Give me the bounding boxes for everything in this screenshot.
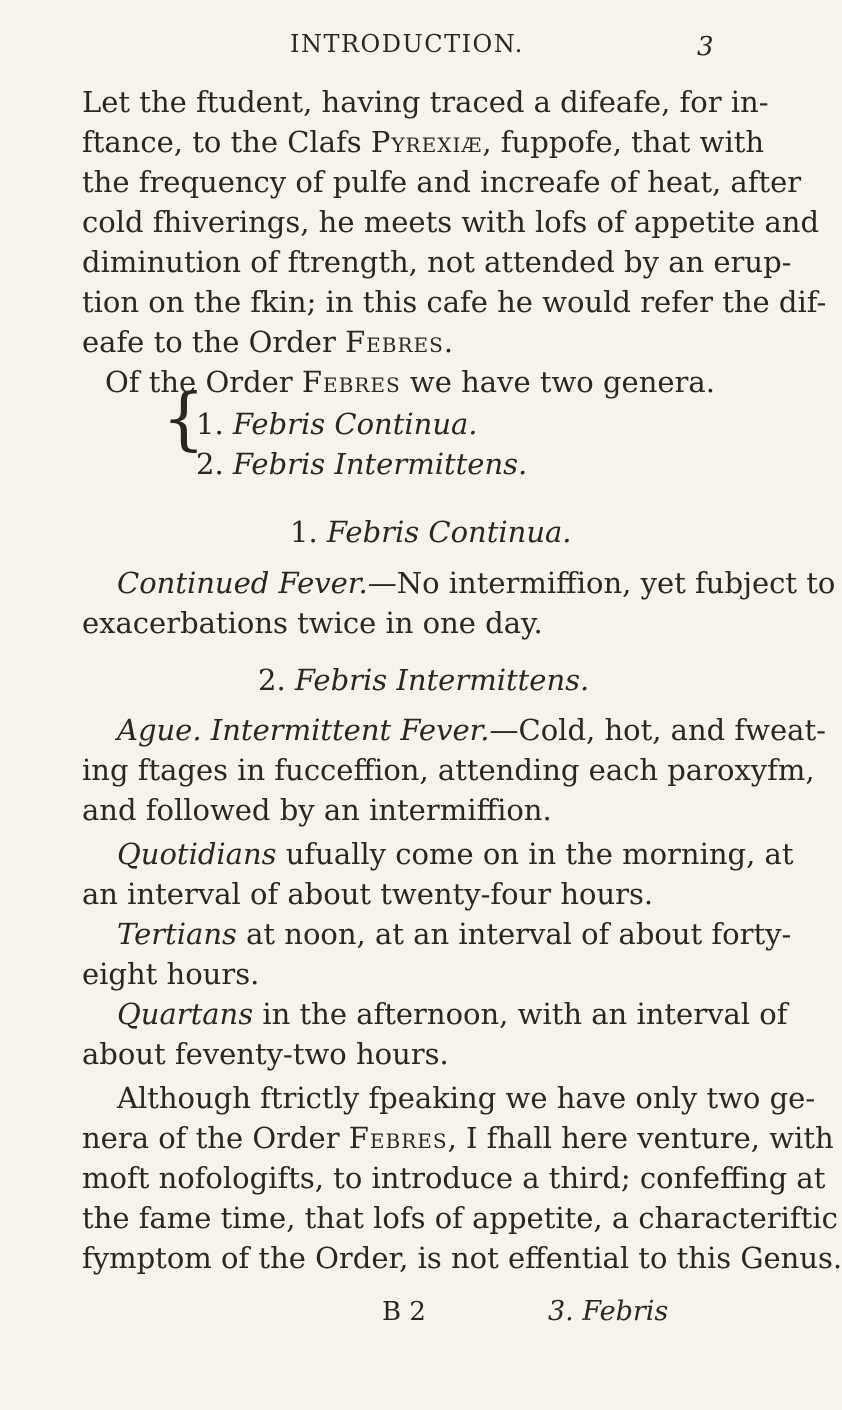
text-span: moft nofologifts, to introduce a third; confeffing at: [82, 1161, 826, 1195]
text-span: 2.: [196, 447, 233, 481]
text-span: cold fhiverings, he meets with lofs of appetite and: [82, 205, 820, 239]
text-line: [117, 994, 788, 1034]
text-line: [82, 790, 722, 830]
genus-name: Febris Continua.: [232, 407, 478, 441]
signature-mark: B 2: [382, 1297, 426, 1327]
text-line: [82, 1198, 838, 1238]
text-line: [82, 242, 792, 282]
class-name: Pyrexiæ: [370, 125, 483, 159]
text-line: [117, 834, 794, 874]
text-span: ftance, to the Clafs: [82, 125, 371, 159]
text-span: .: [443, 325, 454, 359]
text-line: [82, 603, 722, 643]
genus-list-item: [196, 404, 696, 444]
text-line: [117, 710, 826, 750]
text-span: 1.: [196, 407, 233, 441]
genus-list-item: [196, 444, 696, 484]
text-line: [82, 162, 802, 202]
text-line: [117, 563, 836, 603]
text-line: [82, 750, 815, 790]
text-line: [82, 1034, 722, 1074]
text-line: [82, 1158, 826, 1198]
text-span: , fuppofe, that with: [482, 125, 765, 159]
text-span: Of the Order: [105, 365, 302, 399]
text-line: [117, 1078, 816, 1118]
header-title: INTRODUCTION.: [290, 30, 524, 58]
text-span: ufually come on in the morning, at: [276, 837, 794, 871]
running-header: [0, 30, 800, 70]
text-line: [82, 954, 722, 994]
text-span: in the afternoon, with an interval of: [253, 997, 788, 1031]
brace-icon: {: [162, 380, 206, 459]
text-line: [117, 914, 792, 954]
text-line: [82, 322, 722, 362]
text-span: and followed by an intermiffion.: [82, 793, 552, 827]
text-line: [82, 82, 769, 122]
fever-type: Tertians: [117, 917, 237, 951]
section-heading: [290, 512, 720, 552]
text-span: nera of the Order: [82, 1121, 349, 1155]
text-span: ing ftages in fucceffion, attending each paroxyfm,: [82, 753, 815, 787]
text-span: at noon, at an interval of about forty-: [236, 917, 792, 951]
order-name: Febres: [348, 1121, 448, 1155]
text-span: tion on the fkin; in this cafe he would refer the dif-: [82, 285, 827, 319]
disease-name: Continued Fever.: [117, 566, 368, 600]
text-line: [82, 202, 820, 242]
disease-name: Ague. Intermittent Fever.: [117, 713, 490, 747]
text-span: eight hours.: [82, 957, 260, 991]
page-number: 3: [697, 32, 714, 62]
fever-type: Quartans: [117, 997, 254, 1031]
text-span: Let the ftudent, having traced a difeafe, for in-: [82, 85, 769, 119]
section-heading: [258, 660, 718, 700]
order-name: Febres: [345, 325, 444, 359]
genus-name: Febris Intermittens.: [294, 663, 590, 697]
text-line: [82, 1118, 834, 1158]
text-line: [82, 282, 827, 322]
text-line: [82, 874, 722, 914]
text-span: we have two genera.: [400, 365, 715, 399]
text-span: about feventy-two hours.: [82, 1037, 449, 1071]
genus-name: Febris Continua.: [326, 515, 572, 549]
catchword: 3. Febris: [548, 1296, 669, 1327]
text-span: —No intermiffion, yet fubject to: [367, 566, 836, 600]
text-span: 1.: [290, 515, 327, 549]
text-line: [82, 1238, 842, 1278]
text-span: diminution of ftrength, not attended by an erup-: [82, 245, 792, 279]
fever-type: Quotidians: [117, 837, 277, 871]
text-line: [82, 122, 765, 162]
text-span: —Cold, hot, and fweat-: [489, 713, 826, 747]
genus-name: Febris Intermittens.: [232, 447, 528, 481]
text-span: the frequency of pulfe and increafe of heat, after: [82, 165, 802, 199]
text-span: , I fhall here venture, with: [447, 1121, 834, 1155]
text-span: fymptom of the Order, is not effential to this Genus.: [82, 1241, 842, 1275]
text-span: an interval of about twenty-four hours.: [82, 877, 654, 911]
text-span: eafe to the Order: [82, 325, 346, 359]
text-span: the fame time, that lofs of appetite, a characteriftic: [82, 1201, 838, 1235]
text-span: exacerbations twice in one day.: [82, 606, 543, 640]
text-span: Although ftrictly fpeaking we have only two ge-: [117, 1081, 816, 1115]
text-span: 2.: [258, 663, 295, 697]
order-name: Febres: [301, 365, 401, 399]
